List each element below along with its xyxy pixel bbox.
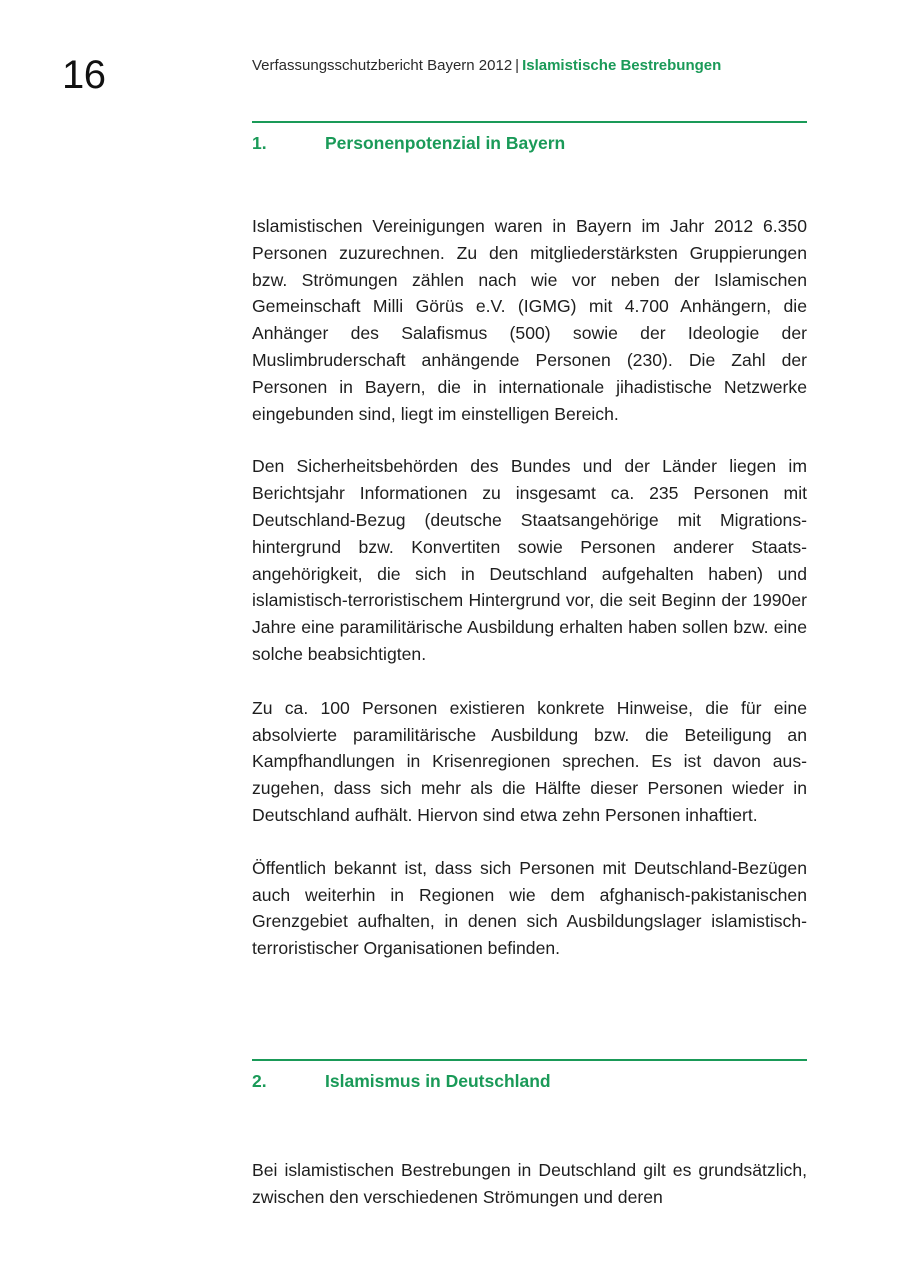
header-section: Islamistische Bestrebungen [522, 57, 722, 74]
section-title: Personenpotenzial in Bayern [325, 133, 566, 153]
paragraph: Islamistischen Vereinigungen waren in Bayern im Jahr 2012 6.350 Personen zuzurechnen. Zu den mitgliederstärksten Gruppierungen bzw. Strömungen zählen nach wie vor neben der Islamischen Gemeinschaft Milli Görüs e.V. (IGMG) mit 4.700 Anhängern, die Anhänger des Salafismus (500) sowie der Ideologie der Muslimbruderschaft anhängende Personen (230). Die Zahl der Personen in Bayern, die in internationale jihadistische Netzwerke eingebunden sind, liegt im einstelligen Bereich. [252, 216, 807, 424]
paragraph: Bei islamistischen Bestrebungen in Deutschland gilt es grundsätzlich, zwischen den verschiedenen Strömungen und deren [252, 1160, 807, 1207]
section-number: 1. [252, 133, 267, 153]
section-heading [252, 1059, 807, 1100]
section-number: 2. [252, 1071, 267, 1091]
paragraph: Zu ca. 100 Personen existieren konkrete Hinweise, die für eine absolvierte paramilitärische Ausbildung bzw. die Beteiligung an Kampfhandlungen in Krisenregionen sprechen. Es ist davon auszugehen, dass sich mehr als die Hälfte dieser Personen wieder in Deutschland aufhält. Hiervon sind etwa zehn Personen inhaftiert. [252, 697, 807, 825]
section-heading [252, 121, 807, 162]
page-number: 16 [62, 53, 106, 97]
section-1 [252, 121, 807, 962]
report-title: Verfassungsschutzbericht Bayern 2012 [252, 57, 513, 74]
running-header [252, 57, 721, 75]
paragraph: Öffentlich bekannt ist, dass sich Personen mit Deutschland-Bezügen auch weiterhin in Regionen wie dem afghanisch-pakistanischen Grenzgebiet aufhalten, in denen sich Ausbildungslager islamistisch-terroristischer Organisationen befinden. [252, 857, 807, 959]
section-2 [252, 1059, 807, 1211]
paragraph: Den Sicherheitsbehörden des Bundes und der Länder liegen im Berichtsjahr Informationen zu insgesamt ca. 235 Personen mit Deutschland-Bezug (deutsche Staatsangehörige mit Migrationshintergrund bzw. Konvertiten sowie Personen anderer Staatsangehörigkeit, die sich in Deutschland aufgehalten haben) und islamistisch-terroristischem Hintergrund vor, die seit Beginn der 1990er Jahre eine paramilitärische Ausbildung erhalten haben sollen bzw. eine solche beabsichtigten. [252, 456, 807, 664]
section-title: Islamismus in Deutschland [325, 1071, 551, 1091]
header-separator: | [515, 57, 520, 74]
